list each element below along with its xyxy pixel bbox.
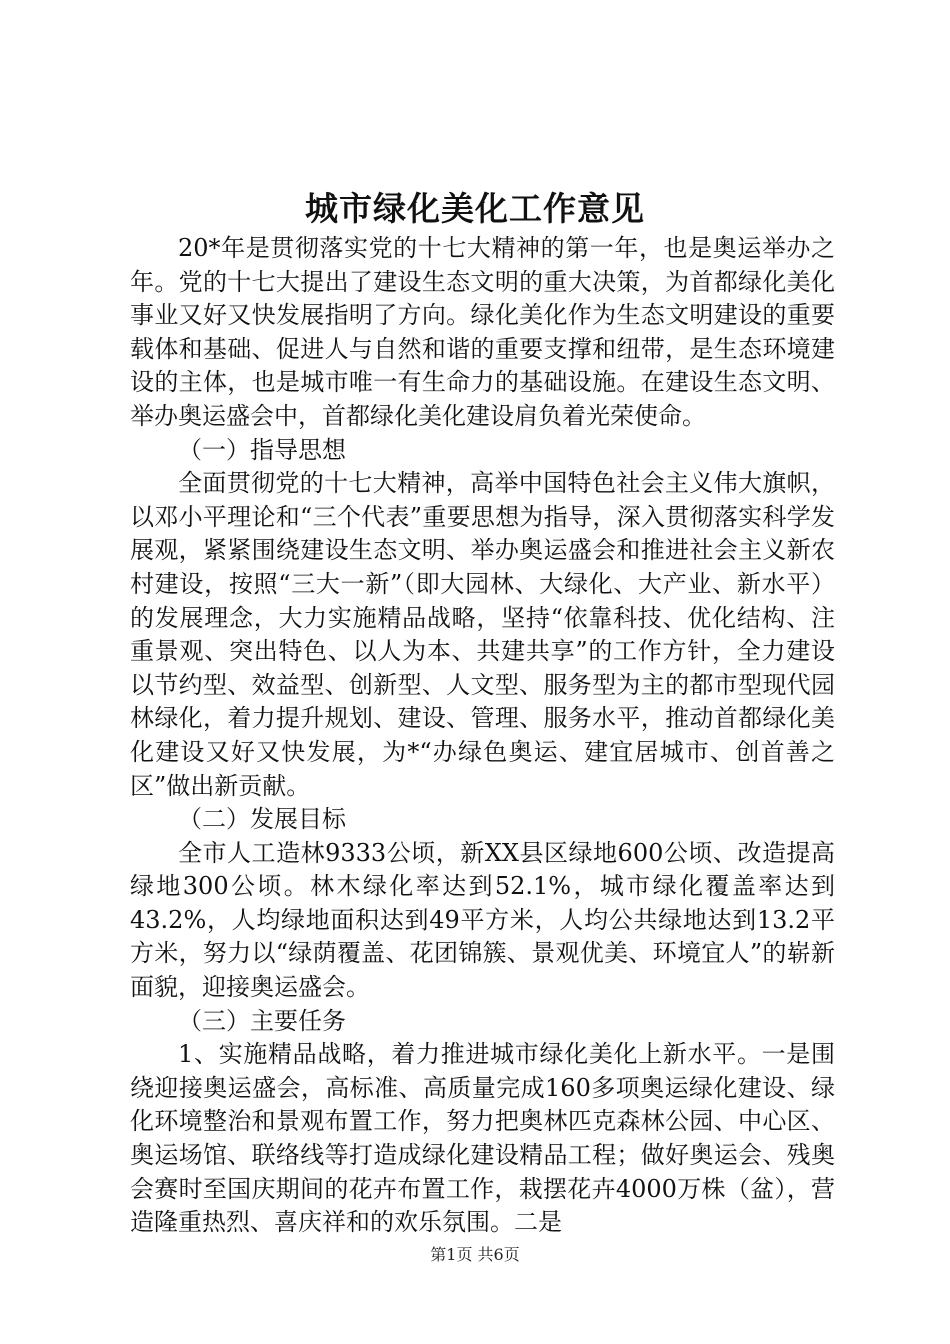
section-heading-development-goals: （二）发展目标 — [178, 805, 346, 834]
page-number-footer: 第1页 共6页 — [430, 1245, 520, 1264]
development-goals-paragraph: 全市人工造林9333公顷，新XX县区绿地600公顷、改造提高绿地300公顷。林木绿化率达到52.1%，城市绿化覆盖率达到43.2%，人均绿地面积达到49平方米，人均公共绿地达到13.2平方米，努力以“绿荫覆盖、花团锦簇、景观优美、环境宜人”的崭新面貌，迎接奥运盛会。 — [130, 838, 835, 1002]
guiding-thought-paragraph: 全面贯彻党的十七大精神，高举中国特色社会主义伟大旗帜，以邓小平理论和“三个代表”重要思想为指导，深入贯彻落实科学发展观，紧紧围绕建设生态文明、举办奥运盛会和推进社会主义新农村建设，按照“三大一新”（即大园林、大绿化、大产业、新水平）的发展理念，大力实施精品战略，坚持“依靠科技、优化结构、注重景观、突出特色、以人为本、共建共享”的工作方针，全力建设以节约型、效益型、创新型、人文型、服务型为主的都市型现代园林绿化，着力提升规划、建设、管理、服务水平，推动首都绿化美化建设又好又快发展，为*“办绿色奥运、建宜居城市、创首善之区”做出新贡献。 — [130, 469, 835, 800]
document-body — [130, 232, 835, 1240]
intro-paragraph: 20*年是贯彻落实党的十七大精神的第一年，也是奥运举办之年。党的十七大提出了建设生态文明的重大决策，为首都绿化美化事业又好又快发展指明了方向。绿化美化作为生态文明建设的重要载体和基础、促进人与自然和谐的重要支撑和纽带，是生态环境建设的主体，也是城市唯一有生命力的基础设施。在建设生态文明、举办奥运盛会中，首都绿化美化建设肩负着光荣使命。 — [130, 234, 835, 430]
section-heading-main-tasks: （三）主要任务 — [178, 1006, 346, 1035]
section-heading-guiding-thought: （一）指导思想 — [178, 435, 346, 464]
main-tasks-paragraph: 1、实施精品战略，着力推进城市绿化美化上新水平。一是围绕迎接奥运盛会，高标准、高质量完成160多项奥运绿化建设、绿化环境整治和景观布置工作，努力把奥林匹克森林公园、中心区、奥运场馆、联络线等打造成绿化建设精品工程；做好奥运会、残奥会赛时至国庆期间的花卉布置工作，栽摆花卉4000万株（盆），营造隆重热烈、喜庆祥和的欢乐氛围。二是 — [130, 1040, 835, 1237]
document-title: 城市绿化美化工作意见 — [305, 189, 645, 228]
